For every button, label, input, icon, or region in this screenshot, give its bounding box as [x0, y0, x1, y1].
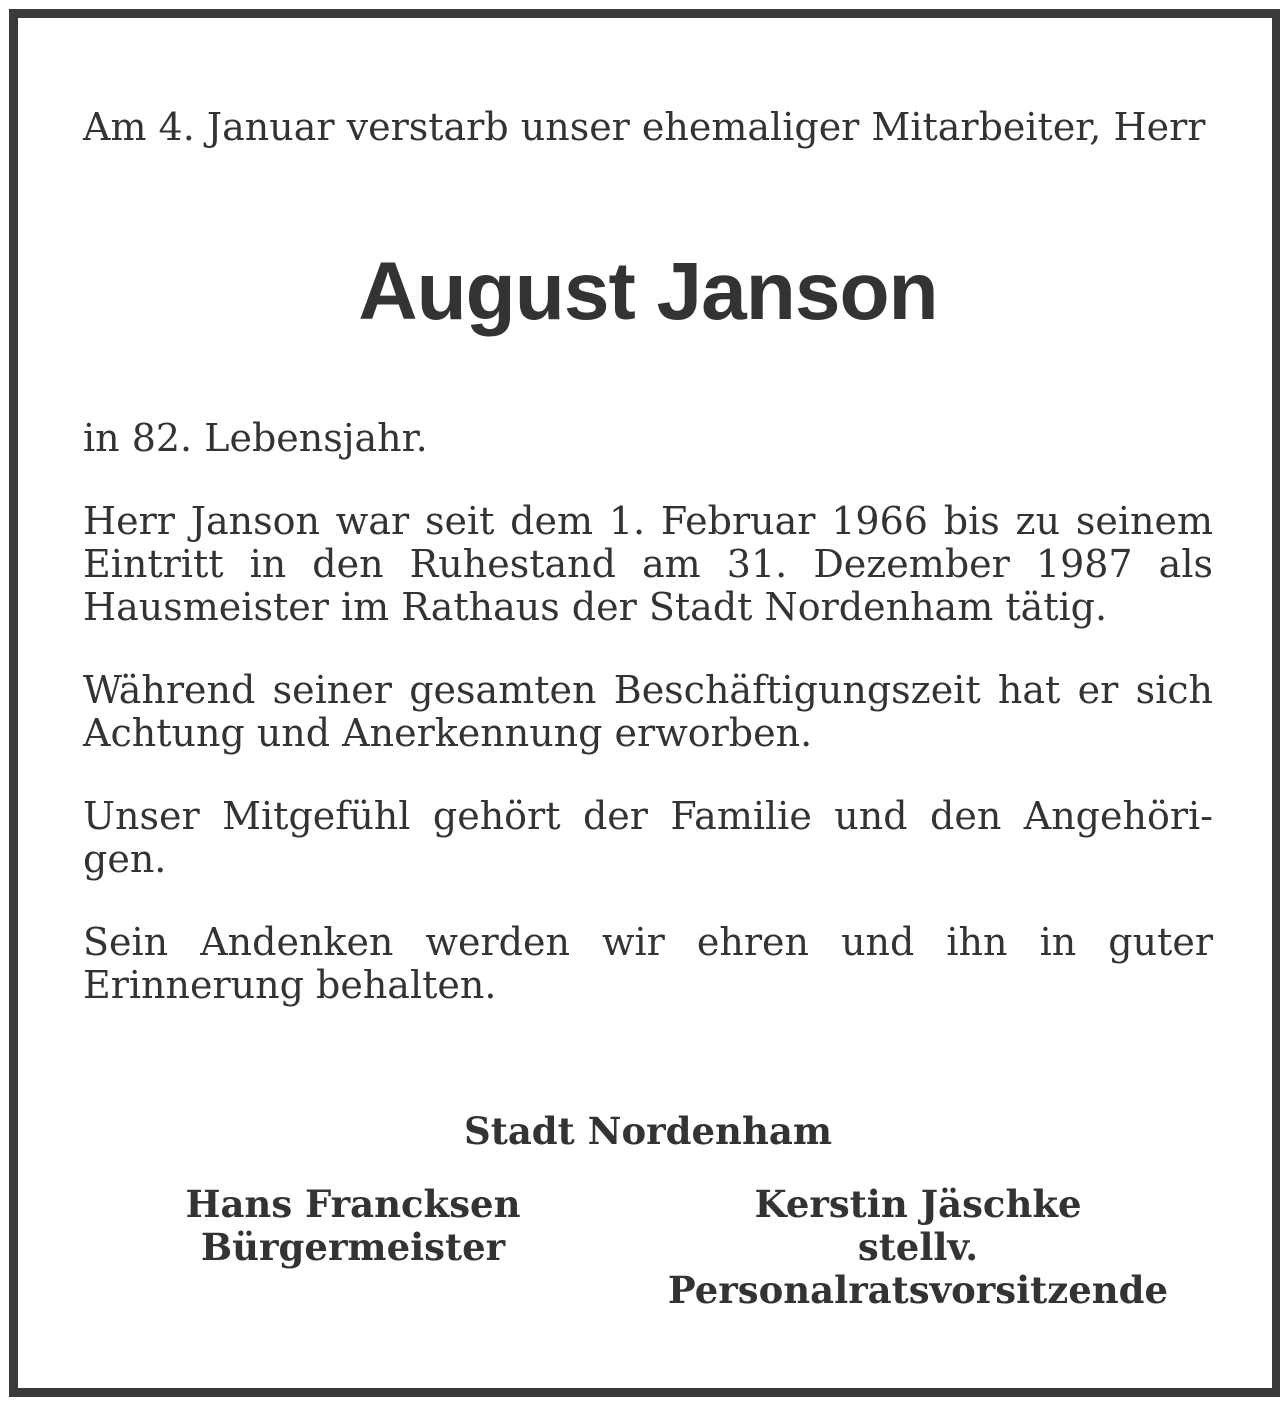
signer-role: stellv. Personalratsvorsitzende	[667, 1225, 1169, 1312]
signer-role: Bürgermeister	[200, 1225, 506, 1269]
respect-text: Während seiner gesamten Beschäftigungszeit hat er sich Achtung und Anerkennung erworben.	[83, 668, 1213, 755]
signer-name: Hans Francksen	[185, 1182, 521, 1226]
intro-text: Am 4. Januar verstarb unser ehemaliger Mitarbeiter, Herr	[83, 105, 1206, 149]
deceased-name: August Janson	[358, 246, 938, 337]
signer-council	[623, 1183, 1213, 1312]
signer-name: Kerstin Jäschke	[754, 1182, 1082, 1226]
notice-frame	[9, 9, 1280, 1397]
notice-content	[83, 106, 1213, 1312]
memory-text: Sein Andenken werden wir ehren und ihn in guter Erinnerung behalten.	[83, 920, 1213, 1007]
organization-name: Stadt Nordenham	[464, 1109, 832, 1153]
sympathy-text: Unser Mitgefühl gehört der Familie und den Angehöri-gen.	[83, 794, 1213, 881]
age-text: in 82. Lebensjahr.	[83, 416, 428, 460]
signers-row	[83, 1183, 1213, 1312]
signer-mayor	[83, 1183, 623, 1312]
career-text: Herr Janson war seit dem 1. Februar 1966 bis zu seinem Eintritt in den Ruhestand am 31. Dezember 1987 als Hausmeister im Rathaus der Stadt Nordenham tätig.	[83, 499, 1213, 629]
